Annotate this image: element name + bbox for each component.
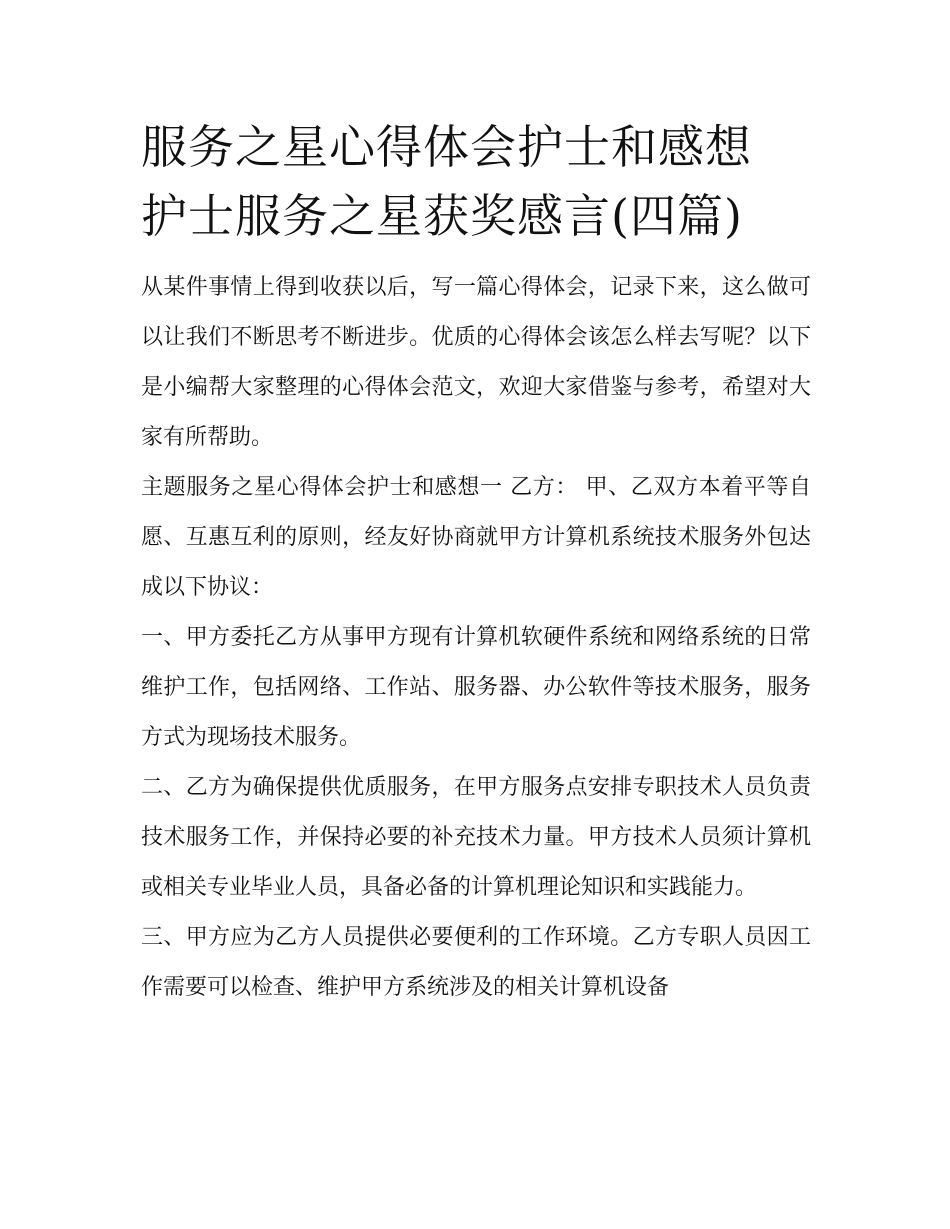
title-line-1: 服务之星心得体会护士和感想	[141, 120, 752, 174]
title-line-2: 护士服务之星获奖感言(四篇)	[141, 189, 743, 243]
document-title	[141, 113, 811, 251]
paragraph-clause-2: 二、乙方为确保提供优质服务，在甲方服务点安排专职技术人员负责技术服务工作，并保持必要的补充技术力量。甲方技术人员须计算机或相关专业毕业人员，具备必备的计算机理论知识和实践能力。	[141, 775, 811, 900]
paragraph-clause-1: 一、甲方委托乙方从事甲方现有计算机软硬件系统和网络系统的日常维护工作，包括网络、工作站、服务器、办公软件等技术服务，服务方式为现场技术服务。	[141, 625, 811, 750]
paragraph-intro: 从某件事情上得到收获以后，写一篇心得体会，记录下来，这么做可以让我们不断思考不断进步。优质的心得体会该怎么样去写呢？以下是小编帮大家整理的心得体会范文，欢迎大家借鉴与参考，希望对大家有所帮助。	[141, 275, 811, 450]
document-content	[141, 113, 811, 1013]
paragraph-agreement-preamble: 主题服务之星心得体会护士和感想一 乙方： 甲、乙双方本着平等自愿、互惠互利的原则，经友好协商就甲方计算机系统技术服务外包达成以下协议：	[141, 475, 811, 600]
document-body	[141, 263, 811, 1013]
paragraph-clause-3: 三、甲方应为乙方人员提供必要便利的工作环境。乙方专职人员因工作需要可以检查、维护甲方系统涉及的相关计算机设备	[141, 925, 811, 1000]
